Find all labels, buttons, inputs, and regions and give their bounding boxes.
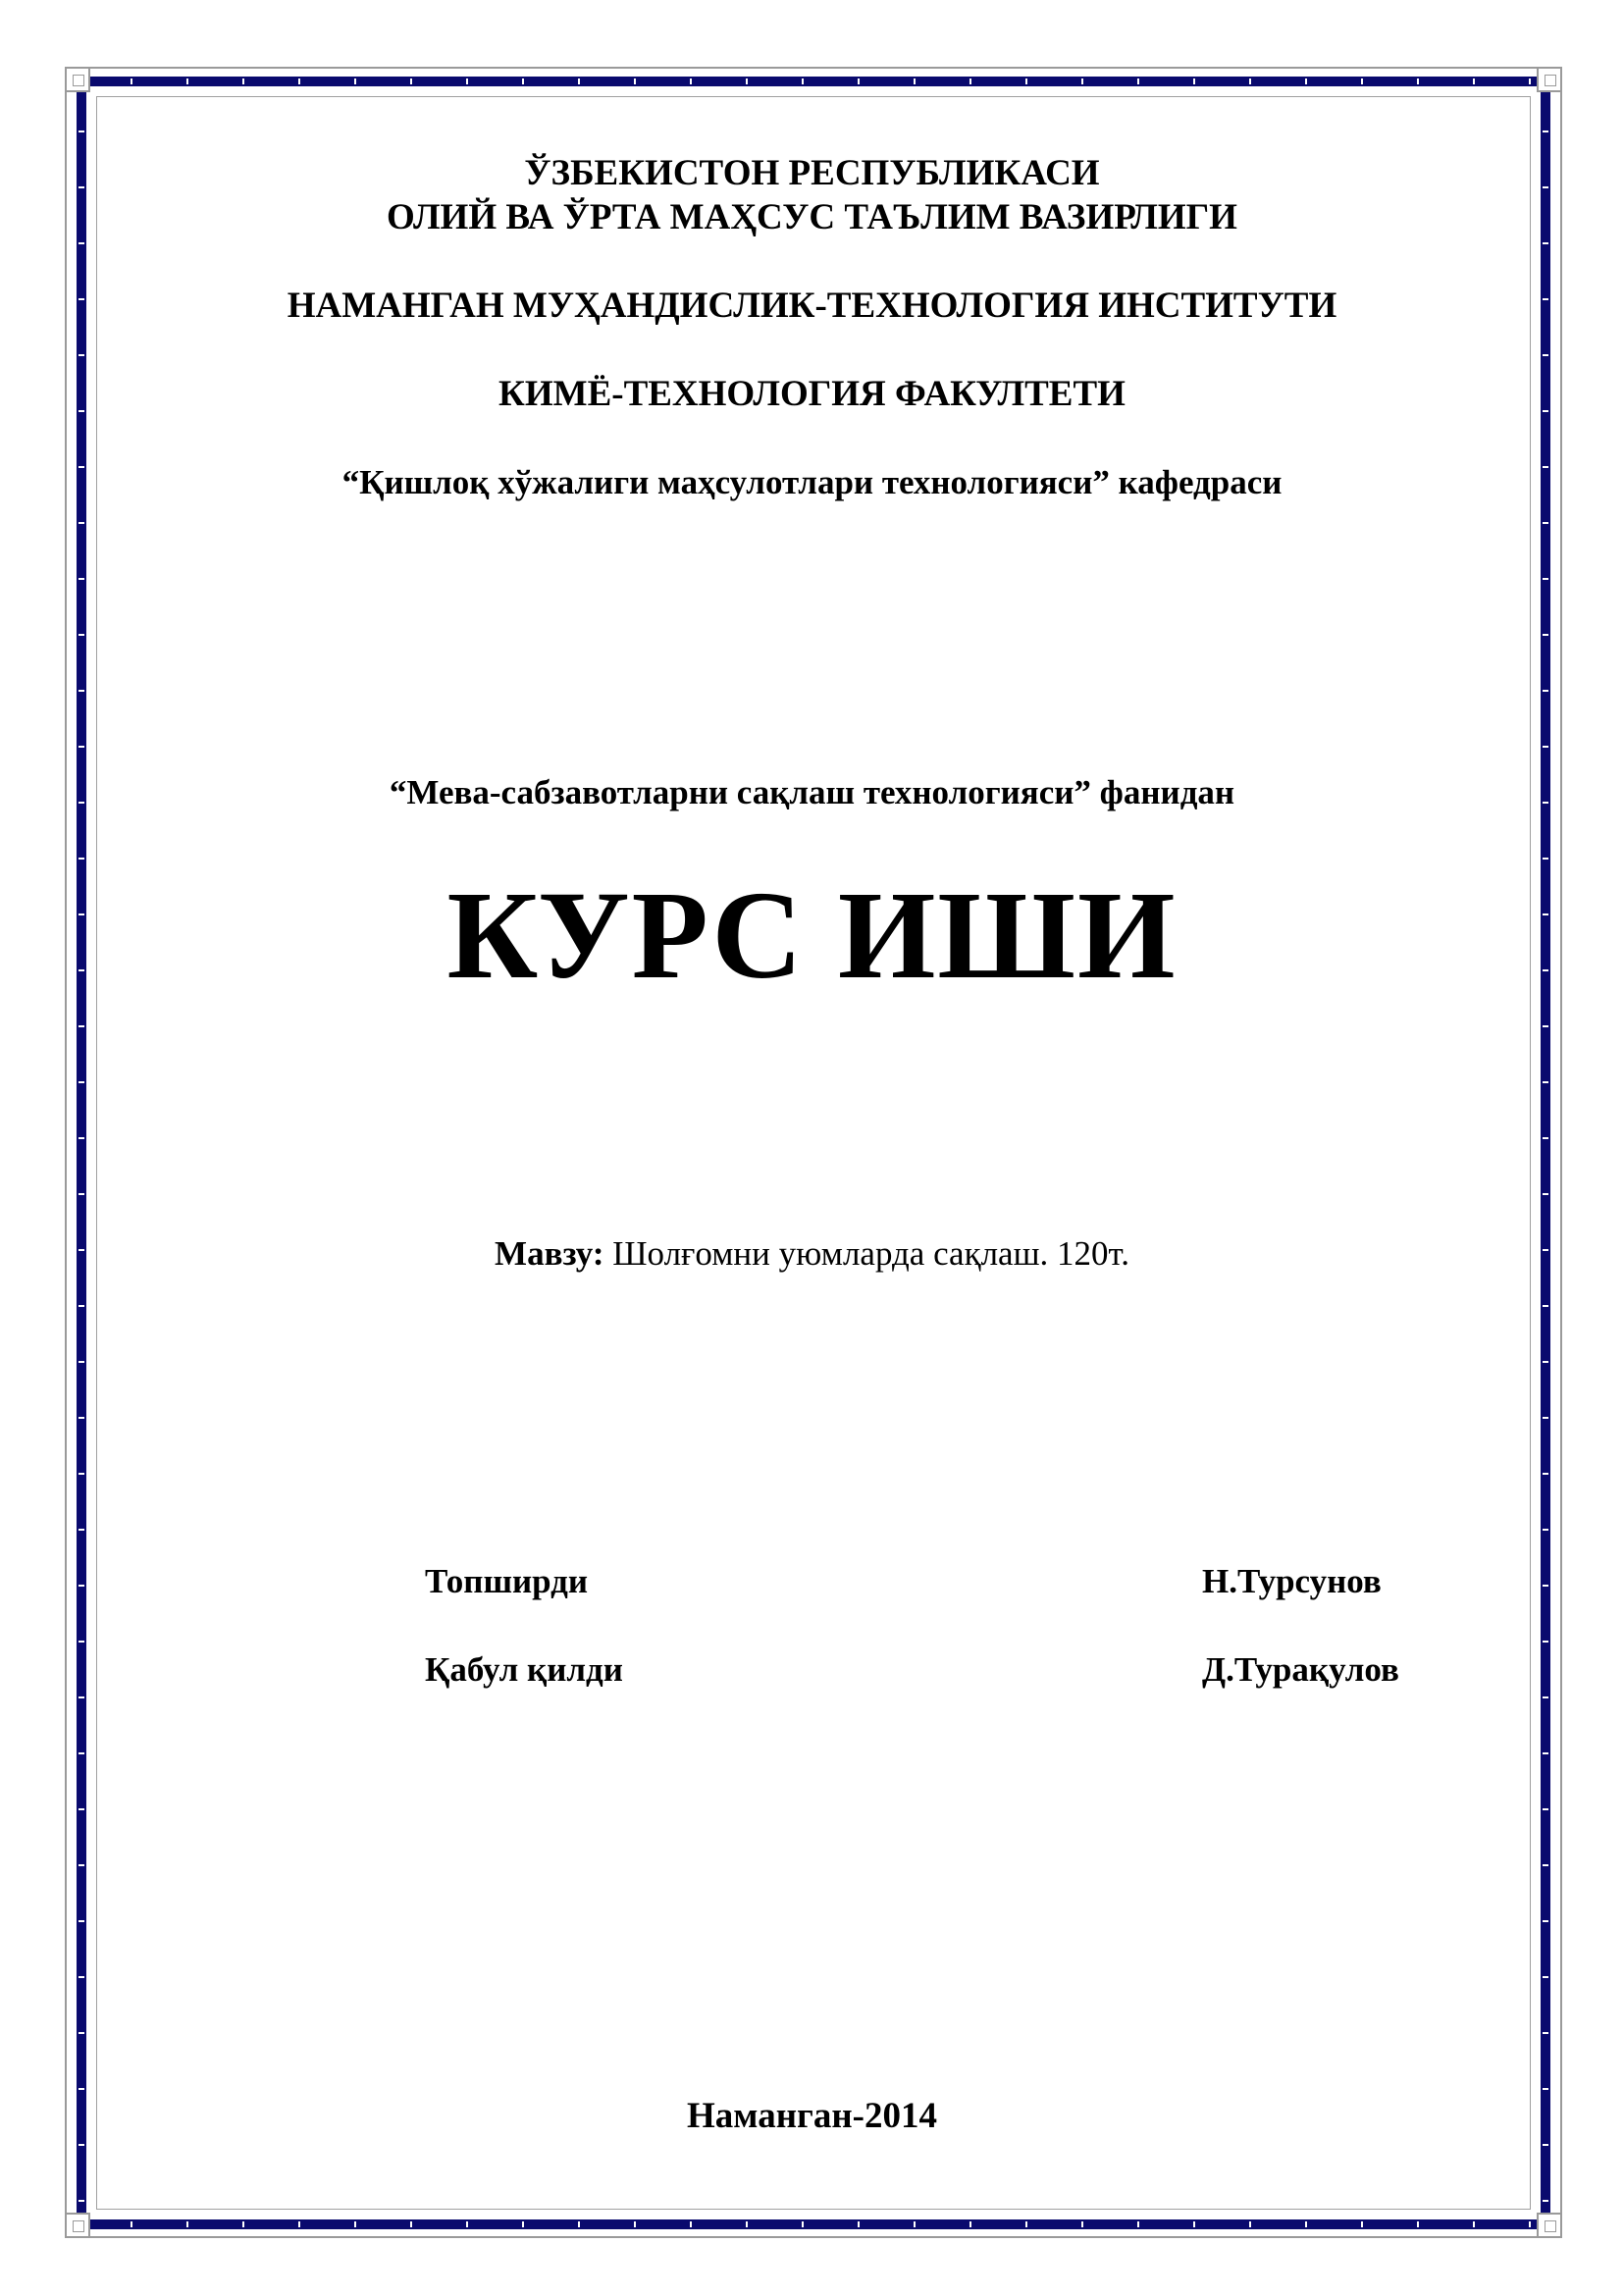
republic-heading: ЎЗБЕКИСТОН РЕСПУБЛИКАСИ (524, 153, 1100, 193)
accepted-label: Қабул қилди (425, 1650, 623, 1689)
city-year-footer: Наманган-2014 (687, 2096, 937, 2136)
corner-ornament-top-left (65, 67, 90, 92)
corner-ornament-bottom-right (1537, 2213, 1562, 2238)
border-dash-bottom (77, 2221, 1550, 2227)
institute-heading: НАМАНГАН МУҲАНДИСЛИК-ТЕХНОЛОГИЯ ИНСТИТУТИ (287, 286, 1337, 326)
accepted-name: Д.Турақулов (1202, 1650, 1399, 1689)
submitted-label: Топширди (425, 1562, 589, 1600)
border-dash-top (77, 78, 1550, 84)
corner-ornament-top-right (1537, 67, 1562, 92)
topic-value: Шолғомни уюмларда сақлаш. 120т. (603, 1234, 1129, 1273)
ministry-heading: ОЛИЙ ВА ЎРТА МАҲСУС ТАЪЛИМ ВАЗИРЛИГИ (387, 197, 1237, 237)
document-title: КУРС ИШИ (446, 865, 1178, 1005)
department-heading: “Қишлоқ хўжалиги маҳсулотлари технологияси” кафедраси (341, 463, 1283, 501)
submitted-name: Н.Турсунов (1202, 1562, 1382, 1600)
faculty-heading: КИМЁ-ТЕХНОЛОГИЯ ФАКУЛТЕТИ (498, 374, 1126, 414)
topic-line (0, 1234, 1624, 1274)
subject-line: “Мева-сабзавотларни сақлаш технологияси” фанидан (389, 773, 1235, 811)
corner-ornament-bottom-left (65, 2213, 90, 2238)
topic-label: Мавзу: (495, 1234, 604, 1273)
